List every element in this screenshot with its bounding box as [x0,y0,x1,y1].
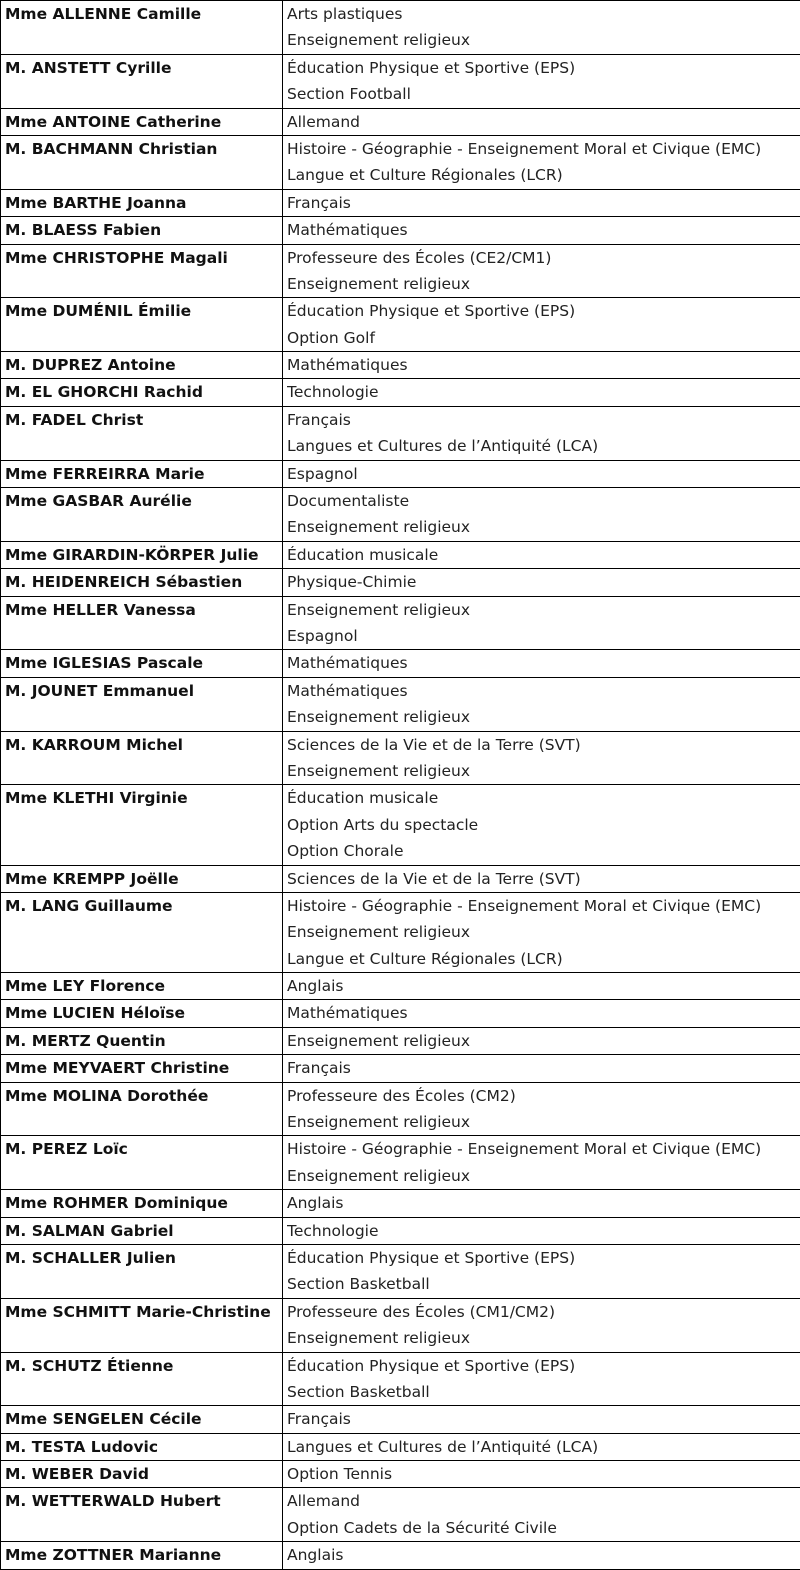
teacher-name-cell [1,189,283,216]
table-row [1,973,800,1000]
teacher-name-cell [1,217,283,244]
teacher-name: M. DUPREZ Antoine [5,352,278,378]
subjects-cell [283,892,800,972]
subject-item: Espagnol [287,623,796,649]
teacher-name: Mme SCHMITT Marie-Christine [5,1299,278,1325]
table-row [1,785,800,865]
teacher-name-cell [1,54,283,108]
subject-item: Enseignement religieux [287,704,796,730]
subjects-cell [283,1352,800,1406]
subject-item: Technologie [287,1218,796,1244]
table-row [1,1136,800,1190]
table-row [1,865,800,892]
teacher-name: M. BACHMANN Christian [5,136,278,162]
table-row [1,1027,800,1054]
teacher-name: M. FADEL Christ [5,407,278,433]
subjects-cell [283,1488,800,1542]
table-row [1,54,800,108]
table-row [1,541,800,568]
subject-item: Section Basketball [287,1379,796,1405]
subject-item: Langues et Cultures de l’Antiquité (LCA) [287,1434,796,1460]
teacher-name-cell [1,569,283,596]
table-row [1,379,800,406]
teacher-name: M. TESTA Ludovic [5,1434,278,1460]
teacher-name: M. MERTZ Quentin [5,1028,278,1054]
teacher-name-cell [1,1461,283,1488]
teacher-name: Mme KREMPP Joëlle [5,866,278,892]
subjects-cell [283,379,800,406]
teacher-name-cell [1,1190,283,1217]
table-row [1,1488,800,1542]
table-row [1,244,800,298]
table-row [1,1082,800,1136]
table-row [1,406,800,460]
table-row [1,189,800,216]
subjects-cell [283,1461,800,1488]
teacher-name-cell [1,677,283,731]
subjects-cell [283,406,800,460]
subjects-cell [283,298,800,352]
subjects-cell [283,244,800,298]
subject-item: Option Golf [287,325,796,351]
table-row [1,569,800,596]
subject-item: Enseignement religieux [287,514,796,540]
table-row [1,1542,800,1569]
subject-item: Section Basketball [287,1271,796,1297]
subjects-cell [283,1027,800,1054]
subjects-cell [283,650,800,677]
subjects-cell [283,1055,800,1082]
table-row [1,217,800,244]
teacher-name-cell [1,1433,283,1460]
table-row [1,1055,800,1082]
teacher-name: Mme DUMÉNIL Émilie [5,298,278,324]
teacher-name: M. BLAESS Fabien [5,217,278,243]
subject-item: Option Tennis [287,1461,796,1487]
teacher-name-cell [1,1542,283,1569]
subjects-cell [283,108,800,135]
teacher-name: Mme GASBAR Aurélie [5,488,278,514]
subjects-cell [283,135,800,189]
subject-item: Anglais [287,1542,796,1568]
subject-item: Histoire - Géographie - Enseignement Moral et Civique (EMC) [287,893,796,919]
teacher-name-cell [1,731,283,785]
subject-item: Allemand [287,109,796,135]
subject-item: Éducation Physique et Sportive (EPS) [287,1353,796,1379]
subjects-cell [283,352,800,379]
subjects-cell [283,1217,800,1244]
subject-item: Enseignement religieux [287,1109,796,1135]
subject-item: Option Chorale [287,838,796,864]
teacher-name: M. JOUNET Emmanuel [5,678,278,704]
subject-item: Histoire - Géographie - Enseignement Moral et Civique (EMC) [287,136,796,162]
table-row [1,1000,800,1027]
teacher-name-cell [1,108,283,135]
subjects-cell [283,973,800,1000]
subject-item: Section Football [287,81,796,107]
subject-item: Sciences de la Vie et de la Terre (SVT) [287,732,796,758]
teacher-name-cell [1,1217,283,1244]
teacher-name: Mme HELLER Vanessa [5,597,278,623]
teacher-name: M. SCHUTZ Étienne [5,1353,278,1379]
subjects-cell [283,1298,800,1352]
teacher-name: M. LANG Guillaume [5,893,278,919]
teacher-name-cell [1,1027,283,1054]
table-row [1,1352,800,1406]
subjects-cell [283,1082,800,1136]
subject-item: Langue et Culture Régionales (LCR) [287,946,796,972]
teacher-name-cell [1,1136,283,1190]
subject-item: Professeure des Écoles (CE2/CM1) [287,245,796,271]
table-row [1,1433,800,1460]
teacher-name-cell [1,298,283,352]
teacher-name: M. EL GHORCHI Rachid [5,379,278,405]
subject-item: Professeure des Écoles (CM1/CM2) [287,1299,796,1325]
subjects-cell [283,677,800,731]
teacher-name: M. SCHALLER Julien [5,1245,278,1271]
teacher-name: Mme ROHMER Dominique [5,1190,278,1216]
subject-item: Mathématiques [287,217,796,243]
subject-item: Éducation Physique et Sportive (EPS) [287,1245,796,1271]
teacher-name-cell [1,1352,283,1406]
table-row [1,135,800,189]
teacher-name-cell [1,379,283,406]
subject-item: Langues et Cultures de l’Antiquité (LCA) [287,433,796,459]
subject-item: Mathématiques [287,352,796,378]
subject-item: Enseignement religieux [287,758,796,784]
subjects-cell [283,1136,800,1190]
table-row [1,352,800,379]
table-row [1,1,800,55]
teacher-name-cell [1,352,283,379]
subject-item: Allemand [287,1488,796,1514]
subjects-cell [283,1,800,55]
teacher-name-cell [1,650,283,677]
subject-item: Langue et Culture Régionales (LCR) [287,162,796,188]
teacher-name: Mme SENGELEN Cécile [5,1406,278,1432]
subject-item: Enseignement religieux [287,919,796,945]
staff-table-body [1,1,800,1570]
table-row [1,650,800,677]
teacher-name: M. HEIDENREICH Sébastien [5,569,278,595]
teacher-name-cell [1,973,283,1000]
subjects-cell [283,217,800,244]
subject-item: Histoire - Géographie - Enseignement Moral et Civique (EMC) [287,1136,796,1162]
teacher-name-cell [1,541,283,568]
subject-item: Éducation Physique et Sportive (EPS) [287,55,796,81]
table-row [1,298,800,352]
teacher-name: Mme LUCIEN Héloïse [5,1000,278,1026]
subjects-cell [283,460,800,487]
teacher-name-cell [1,892,283,972]
teacher-name: Mme ANTOINE Catherine [5,109,278,135]
subject-item: Professeure des Écoles (CM2) [287,1083,796,1109]
teacher-name-cell [1,1244,283,1298]
subject-item: Français [287,1406,796,1432]
teacher-name-cell [1,406,283,460]
teacher-name: Mme IGLESIAS Pascale [5,650,278,676]
teacher-name-cell [1,1082,283,1136]
teacher-name-cell [1,1000,283,1027]
table-row [1,488,800,542]
subject-item: Français [287,407,796,433]
subjects-cell [283,1406,800,1433]
subject-item: Option Arts du spectacle [287,812,796,838]
subjects-cell [283,569,800,596]
teacher-name: M. KARROUM Michel [5,732,278,758]
subjects-cell [283,1000,800,1027]
subject-item: Documentaliste [287,488,796,514]
subject-item: Éducation musicale [287,542,796,568]
subject-item: Enseignement religieux [287,271,796,297]
teacher-name-cell [1,460,283,487]
teacher-name: Mme MEYVAERT Christine [5,1055,278,1081]
subject-item: Espagnol [287,461,796,487]
teacher-name-cell [1,1298,283,1352]
subjects-cell [283,865,800,892]
subject-item: Mathématiques [287,650,796,676]
table-row [1,460,800,487]
subject-item: Français [287,1055,796,1081]
subject-item: Anglais [287,973,796,999]
subjects-cell [283,1433,800,1460]
teacher-name: Mme ZOTTNER Marianne [5,1542,278,1568]
teacher-name: M. ANSTETT Cyrille [5,55,278,81]
teacher-name-cell [1,1,283,55]
teacher-name-cell [1,1406,283,1433]
teacher-name: M. SALMAN Gabriel [5,1218,278,1244]
subjects-cell [283,596,800,650]
teacher-name: M. PEREZ Loïc [5,1136,278,1162]
teacher-name-cell [1,1055,283,1082]
teacher-name: Mme FERREIRRA Marie [5,461,278,487]
table-row [1,1244,800,1298]
teacher-name-cell [1,785,283,865]
teacher-name-cell [1,488,283,542]
table-row [1,892,800,972]
subjects-cell [283,1190,800,1217]
table-row [1,1190,800,1217]
table-row [1,1406,800,1433]
teacher-name-cell [1,865,283,892]
table-row [1,1217,800,1244]
table-row [1,1461,800,1488]
subjects-cell [283,54,800,108]
subject-item: Technologie [287,379,796,405]
subjects-cell [283,1244,800,1298]
table-row [1,677,800,731]
subject-item: Option Cadets de la Sécurité Civile [287,1515,796,1541]
teacher-name: Mme MOLINA Dorothée [5,1083,278,1109]
subject-item: Physique-Chimie [287,569,796,595]
subjects-cell [283,488,800,542]
subject-item: Enseignement religieux [287,27,796,53]
teacher-name: Mme BARTHE Joanna [5,190,278,216]
subject-item: Éducation musicale [287,785,796,811]
teacher-name-cell [1,135,283,189]
table-row [1,731,800,785]
subject-item: Anglais [287,1190,796,1216]
teacher-name-cell [1,1488,283,1542]
table-row [1,1298,800,1352]
teacher-name: M. WETTERWALD Hubert [5,1488,278,1514]
table-row [1,596,800,650]
table-row [1,108,800,135]
subject-item: Mathématiques [287,678,796,704]
teacher-name: Mme GIRARDIN-KÖRPER Julie [5,542,278,568]
subject-item: Éducation Physique et Sportive (EPS) [287,298,796,324]
subject-item: Sciences de la Vie et de la Terre (SVT) [287,866,796,892]
teacher-name: Mme CHRISTOPHE Magali [5,245,278,271]
teacher-name-cell [1,596,283,650]
teacher-name: M. WEBER David [5,1461,278,1487]
teacher-name: Mme ALLENNE Camille [5,1,278,27]
subjects-cell [283,1542,800,1569]
subject-item: Arts plastiques [287,1,796,27]
teacher-name: Mme LEY Florence [5,973,278,999]
subject-item: Français [287,190,796,216]
subjects-cell [283,189,800,216]
subjects-cell [283,785,800,865]
subjects-cell [283,541,800,568]
subject-item: Enseignement religieux [287,1163,796,1189]
subject-item: Mathématiques [287,1000,796,1026]
subject-item: Enseignement religieux [287,597,796,623]
subjects-cell [283,731,800,785]
subject-item: Enseignement religieux [287,1028,796,1054]
teacher-name-cell [1,244,283,298]
teacher-name: Mme KLETHI Virginie [5,785,278,811]
subject-item: Enseignement religieux [287,1325,796,1351]
